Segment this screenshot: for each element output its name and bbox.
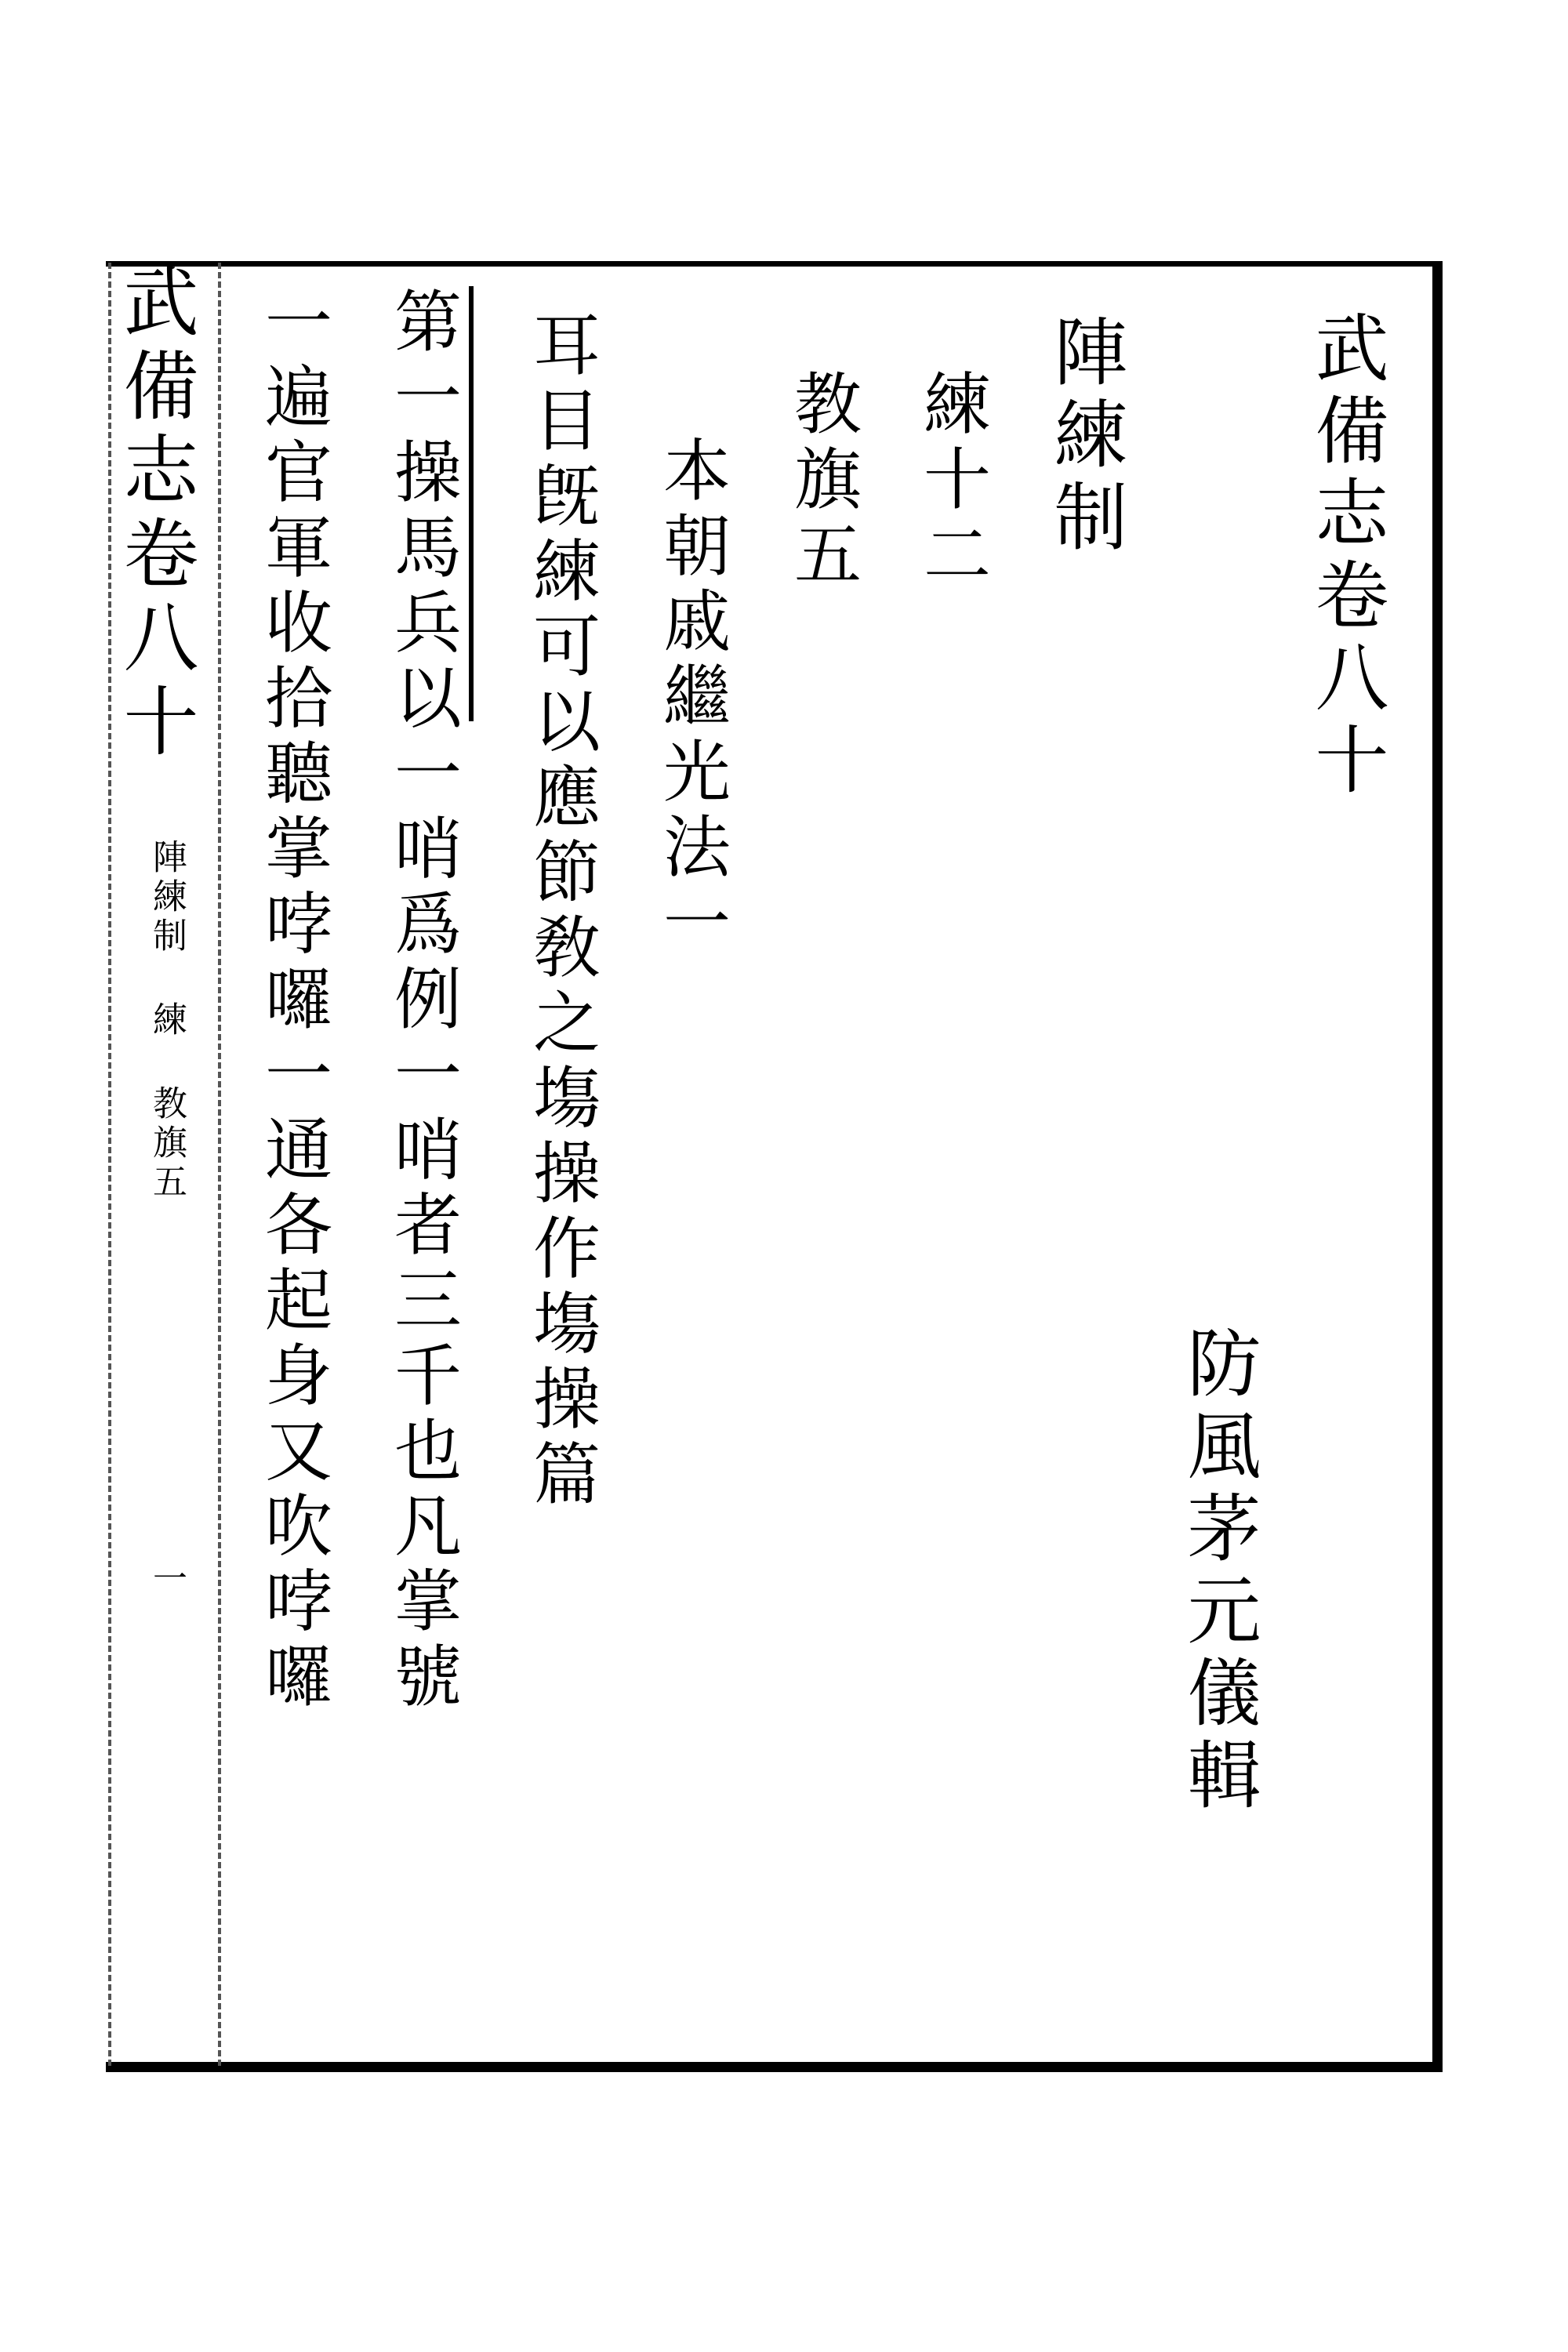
- body-column-4: 一遍官軍收拾聽掌哱囉一通各起身又吹哱囉: [253, 286, 332, 1716]
- chapter-heading: 教旗五: [782, 368, 861, 594]
- margin-folio: 一: [147, 1560, 187, 1599]
- body-column-1: 本朝戚繼光法一: [652, 435, 730, 962]
- body-column-2: 耳目旣練可以應節敎之塲操作塲操篇: [521, 310, 600, 1514]
- margin-guide-line-inner: [218, 263, 221, 2066]
- body-column-3: 第一操馬兵以一哨爲例一哨者三千也凡掌號: [383, 286, 461, 1716]
- section-heading: 陣練制: [1041, 314, 1127, 561]
- margin-subtitle: 陣練制 練 教旗五: [147, 839, 187, 1203]
- volume-title: 武備志卷八十: [1302, 310, 1388, 804]
- author-line: 防風茅元儀輯: [1174, 1325, 1260, 1819]
- margin-title: 武備志卷八十: [111, 263, 199, 766]
- subsection-heading: 練十二: [912, 368, 990, 594]
- column-rule: [469, 286, 474, 721]
